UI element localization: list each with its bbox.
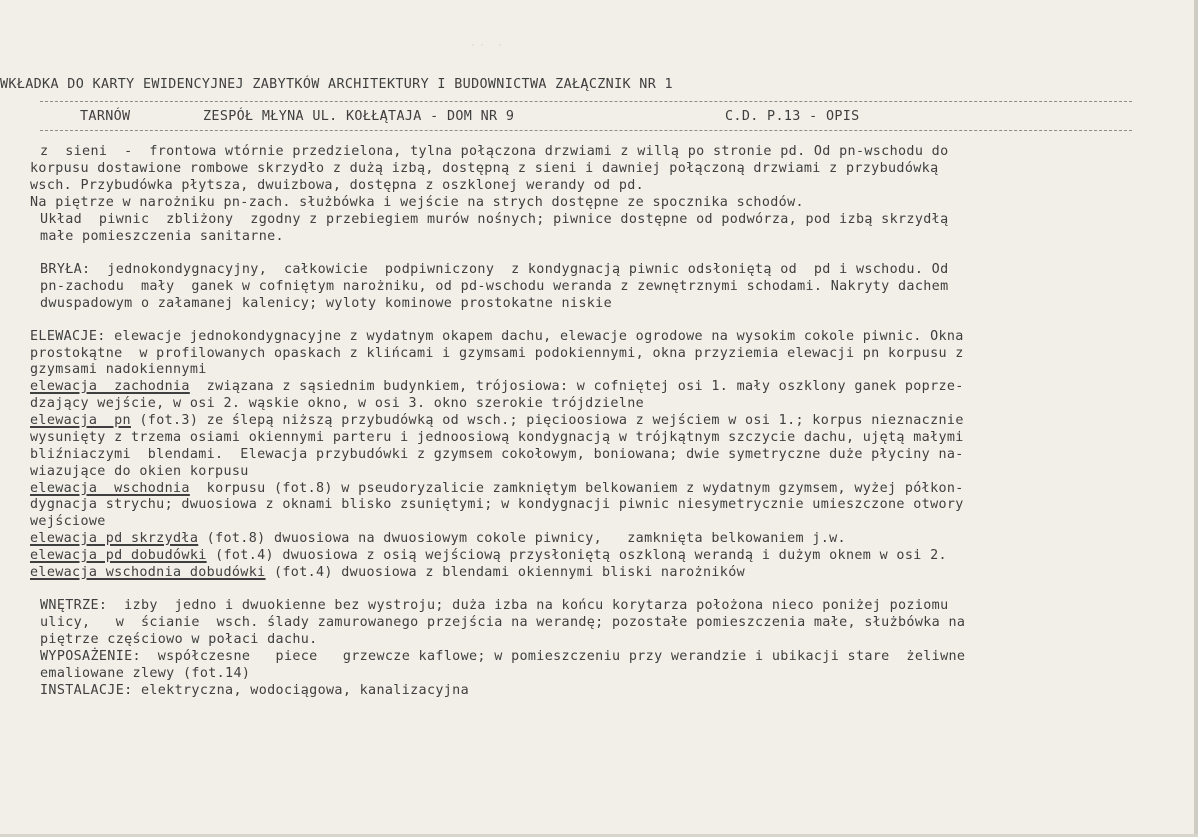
text-line: BRYŁA: jednokondygnacyjny, całkowicie podpiwniczony z kondygnacją piwnic odsłoniętą od pd i wschodu. Od: [40, 262, 949, 277]
text-line: wejściowe: [30, 514, 106, 529]
text-line: wysunięty z trzema osiami okiennymi parteru i jednoosiową kondygnacją w trójkątnym szczycie dachu, ujętą małymi: [30, 430, 964, 445]
text-line: bliźniaczymi blendami. Elewacja przybudówki z gzymsem cokołowym, boniowana; dwie symetryczne duże płyciny na-: [30, 447, 964, 462]
text-line: dygnacja strychu; dwuosiowa z oknami blisko zsuniętymi; w kondygnacji piwnic niesymetrycznie umieszczone otwory: [30, 497, 964, 512]
text-line: WNĘTRZE: izby jedno i dwuokienne bez wystroju; duża izba na końcu korytarza położona nieco poniżej poziomu: [40, 598, 949, 613]
text-line: ELEWACJE: elewacje jednokondygnacyjne z wydatnym okapem dachu, elewacje ogrodowe na wysokim cokole piwnic. Okna: [30, 329, 964, 344]
text-line: ulicy, w ścianie wsch. ślady zamurowanego przejścia na werandę; pozostałe pomieszczenia małe, służbówka na: [40, 615, 966, 630]
header-object: ZESPÓŁ MŁYNA UL. KOŁŁĄTAJA - DOM NR 9: [203, 109, 515, 124]
text-line: emaliowane zlewy (fot.14): [40, 666, 251, 681]
elevation-line: elewacja wschodnia dobudówki (fot.4) dwuosiowa z blendami okiennymi bliski narożników: [30, 565, 746, 580]
header-rule-bottom: [40, 130, 1132, 131]
page-edge: [1194, 0, 1198, 837]
text-line: INSTALACJE: elektryczna, wodociągowa, kanalizacyjna: [40, 683, 470, 698]
elevation-line: elewacja pn (fot.3) ze ślepą niższą przybudówką od wsch.; pięcioosiowa z wejściem w osi 1.; korpus nieznacznie: [30, 413, 964, 428]
text-line: Na piętrze w narożniku pn-zach. służbówka i wejście na strych dostępne ze spocznika schodów.: [30, 195, 804, 210]
elevation-heading: elewacja wschodnia dobudówki: [30, 565, 266, 580]
text-line: Układ piwnic zbliżony zgodny z przebiegiem murów nośnych; piwnice dostępne od podwórza, pod izbą skrzydłą: [40, 212, 949, 227]
text-line: wsch. Przybudówka płytsza, dwuizbowa, dostępna z oszklonej werandy od pd.: [30, 178, 645, 193]
elevation-line: elewacja wschodnia korpusu (fot.8) w pseudoryzalicie zamkniętym belkowaniem z wydatnym gzymsem, wyżej półkon-: [30, 481, 964, 496]
text-line: piętrze częściowo w połaci dachu.: [40, 632, 318, 647]
elevation-heading: elewacja pd dobudówki: [30, 548, 207, 563]
header-city: TARNÓW: [80, 109, 131, 124]
text-line: z sieni - frontowa wtórnie przedzielona, tylna połączona drzwiami z willą po stronie pd. Od pn-wschodu do: [40, 144, 949, 159]
elevation-line: elewacja pd skrzydła (fot.8) dwuosiowa na dwuosiowym cokole piwnicy, zamknięta belkowaniem j.w.: [30, 531, 846, 546]
elevation-heading: elewacja wschodnia: [30, 481, 190, 496]
text-line: wiazujące do okien korpusu: [30, 464, 249, 479]
document-title: WKŁADKA DO KARTY EWIDENCYJNEJ ZABYTKÓW ARCHITEKTURY I BUDOWNICTWA ZAŁĄCZNIK NR 1: [0, 77, 673, 92]
text-line: dwuspadowym o załamanej kalenicy; wyloty kominowe prostokatne niskie: [40, 296, 613, 311]
text-line: pn-zachodu mały ganek w cofniętym narożniku, od pd-wschodu weranda z zewnętrznymi schodami. Nakryty dachem: [40, 279, 949, 294]
text-line: prostokątne w profilowanych opaskach z klińcami i gzymsami podokiennymi, okna przyziemia elewacji pn korpusu z: [30, 346, 964, 361]
elevation-heading: elewacja zachodnia: [30, 379, 190, 394]
elevation-line: elewacja zachodnia związana z sąsiednim budynkiem, trójosiowa: w cofniętej osi 1. mały oszklony ganek poprze-: [30, 379, 964, 394]
text-line: dzający wejście, w osi 2. wąskie okno, w osi 3. okno szerokie trójdzielne: [30, 396, 645, 411]
header-rule-top: [40, 101, 1132, 102]
text-line: gzymsami nadokiennymi: [30, 362, 207, 377]
scan-mark: ·· ·: [470, 40, 507, 51]
elevation-heading: elewacja pn: [30, 413, 131, 428]
text-line: małe pomieszczenia sanitarne.: [40, 229, 284, 244]
text-line: WYPOSAŻENIE: współczesne piece grzewcze kaflowe; w pomieszczeniu przy werandzie i ubikacji stare żeliwne: [40, 649, 966, 664]
elevation-heading: elewacja pd skrzydła: [30, 531, 199, 546]
text-line: korpusu dostawione rombowe skrzydło z dużą izbą, dostępną z sieni i dawniej połączoną drzwiami z przybudówką: [30, 161, 939, 176]
header-reference: C.D. P.13 - OPIS: [725, 109, 860, 124]
elevation-line: elewacja pd dobudówki (fot.4) dwuosiowa z osią wejściową przysłoniętą oszkloną werandą i dużym oknem w osi 2.: [30, 548, 947, 563]
